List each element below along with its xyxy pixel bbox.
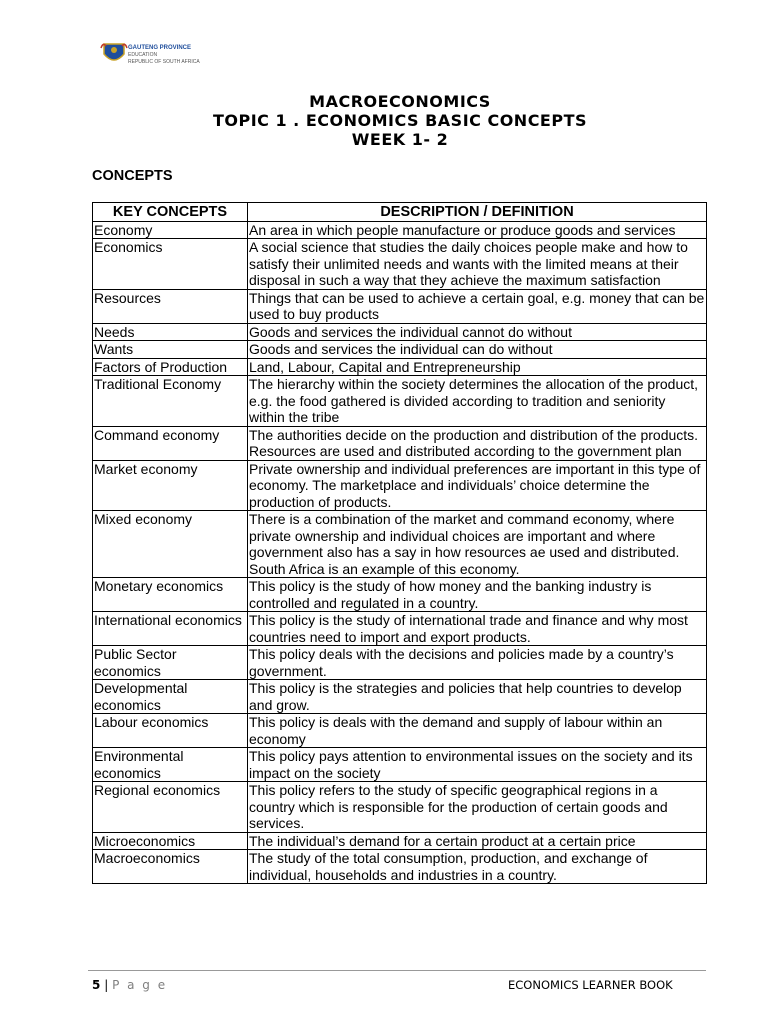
- concept-cell: Regional economics: [93, 782, 248, 833]
- table-row: [93, 341, 707, 359]
- definition-cell: This policy is the study of how money and the banking industry is controlled and regulated in a country.: [248, 578, 707, 612]
- logo-line-3: REPUBLIC OF SOUTH AFRICA: [128, 59, 200, 65]
- table-row: [93, 511, 707, 578]
- definition-cell: Land, Labour, Capital and Entrepreneurship: [248, 358, 707, 376]
- definition-cell: A social science that studies the daily choices people make and how to satisfy their unlimited needs and wants with the limited means at their disposal in such a way that they achieve the maximum satisfaction: [248, 239, 707, 290]
- concept-cell: Developmental economics: [93, 680, 248, 714]
- coat-of-arms-icon: [100, 40, 128, 66]
- concept-cell: Wants: [93, 341, 248, 359]
- title-line-3: WEEK 1- 2: [351, 130, 449, 149]
- definition-cell: The study of the total consumption, production, and exchange of individual, households and industries in a country.: [248, 850, 707, 884]
- table-row: [93, 782, 707, 833]
- concept-cell: Environmental economics: [93, 748, 248, 782]
- definition-cell: Goods and services the individual can do without: [248, 341, 707, 359]
- table-row: [93, 358, 707, 376]
- page-number: 5: [92, 978, 101, 992]
- header-key-concepts: KEY CONCEPTS: [93, 203, 248, 222]
- table-row: [93, 578, 707, 612]
- table-row: [93, 832, 707, 850]
- table-header-row: [93, 203, 707, 222]
- page-word: P a g e: [112, 978, 168, 992]
- table-row: [93, 426, 707, 460]
- definition-cell: There is a combination of the market and command economy, where private ownership and individual choices are important and where government also has a say in how resources ae used and distributed. South Africa is an example of this economy.: [248, 511, 707, 578]
- table-row: [93, 239, 707, 290]
- page-footer-number: [92, 978, 167, 992]
- concept-cell: Resources: [93, 289, 248, 323]
- concept-cell: Traditional Economy: [93, 376, 248, 427]
- title-line-2: TOPIC 1 . ECONOMICS BASIC CONCEPTS: [212, 111, 588, 130]
- concept-cell: Macroeconomics: [93, 850, 248, 884]
- definition-cell: This policy refers to the study of specific geographical regions in a country which is responsible for the production of certain goods and services.: [248, 782, 707, 833]
- book-title: ECONOMICS LEARNER BOOK: [508, 978, 673, 992]
- definition-cell: Private ownership and individual preferences are important in this type of economy. The marketplace and individuals’ choice determine the production of products.: [248, 460, 707, 511]
- logo-line-2: EDUCATION: [128, 52, 158, 58]
- definition-cell: This policy is the strategies and policies that help countries to develop and grow.: [248, 680, 707, 714]
- concept-cell: Economics: [93, 239, 248, 290]
- definition-cell: This policy is deals with the demand and supply of labour within an economy: [248, 714, 707, 748]
- table-row: [93, 850, 707, 884]
- logo-line-1: GAUTENG PROVINCE: [128, 45, 192, 51]
- table-row: [93, 289, 707, 323]
- definition-cell: The hierarchy within the society determines the allocation of the product, e.g. the food gathered is divided according to tradition and seniority within the tribe: [248, 376, 707, 427]
- footer-divider: [88, 970, 706, 971]
- concept-cell: Mixed economy: [93, 511, 248, 578]
- table-row: [93, 323, 707, 341]
- concept-cell: Market economy: [93, 460, 248, 511]
- concept-cell: Command economy: [93, 426, 248, 460]
- table-row: [93, 376, 707, 427]
- table-row: [93, 646, 707, 680]
- definition-cell: An area in which people manufacture or produce goods and services: [248, 221, 707, 239]
- table-row: [93, 221, 707, 239]
- definition-cell: Goods and services the individual cannot do without: [248, 323, 707, 341]
- definition-cell: This policy deals with the decisions and policies made by a country’s government.: [248, 646, 707, 680]
- table-row: [93, 748, 707, 782]
- table-row: [93, 680, 707, 714]
- concept-cell: Needs: [93, 323, 248, 341]
- definition-cell: The individual’s demand for a certain product at a certain price: [248, 832, 707, 850]
- concept-cell: Labour economics: [93, 714, 248, 748]
- concept-cell: Economy: [93, 221, 248, 239]
- document-title: [0, 92, 768, 149]
- definition-cell: The authorities decide on the production and distribution of the products. Resources are used and distributed according to the government plan: [248, 426, 707, 460]
- section-heading: CONCEPTS: [92, 168, 173, 184]
- page-separator: |: [104, 978, 109, 992]
- definition-cell: Things that can be used to achieve a certain goal, e.g. money that can be used to buy products: [248, 289, 707, 323]
- concept-cell: Microeconomics: [93, 832, 248, 850]
- concept-cell: Factors of Production: [93, 358, 248, 376]
- table-body: [93, 221, 707, 884]
- concepts-table: [92, 202, 707, 884]
- concept-cell: International economics: [93, 612, 248, 646]
- table-row: [93, 460, 707, 511]
- definition-cell: This policy is the study of international trade and finance and why most countries need to import and export products.: [248, 612, 707, 646]
- concept-cell: Monetary economics: [93, 578, 248, 612]
- logo-text: [128, 45, 200, 66]
- definition-cell: This policy pays attention to environmental issues on the society and its impact on the society: [248, 748, 707, 782]
- header-description: DESCRIPTION / DEFINITION: [248, 203, 707, 222]
- concept-cell: Public Sector economics: [93, 646, 248, 680]
- title-line-1: MACROECONOMICS: [309, 92, 491, 111]
- table-row: [93, 612, 707, 646]
- table-row: [93, 714, 707, 748]
